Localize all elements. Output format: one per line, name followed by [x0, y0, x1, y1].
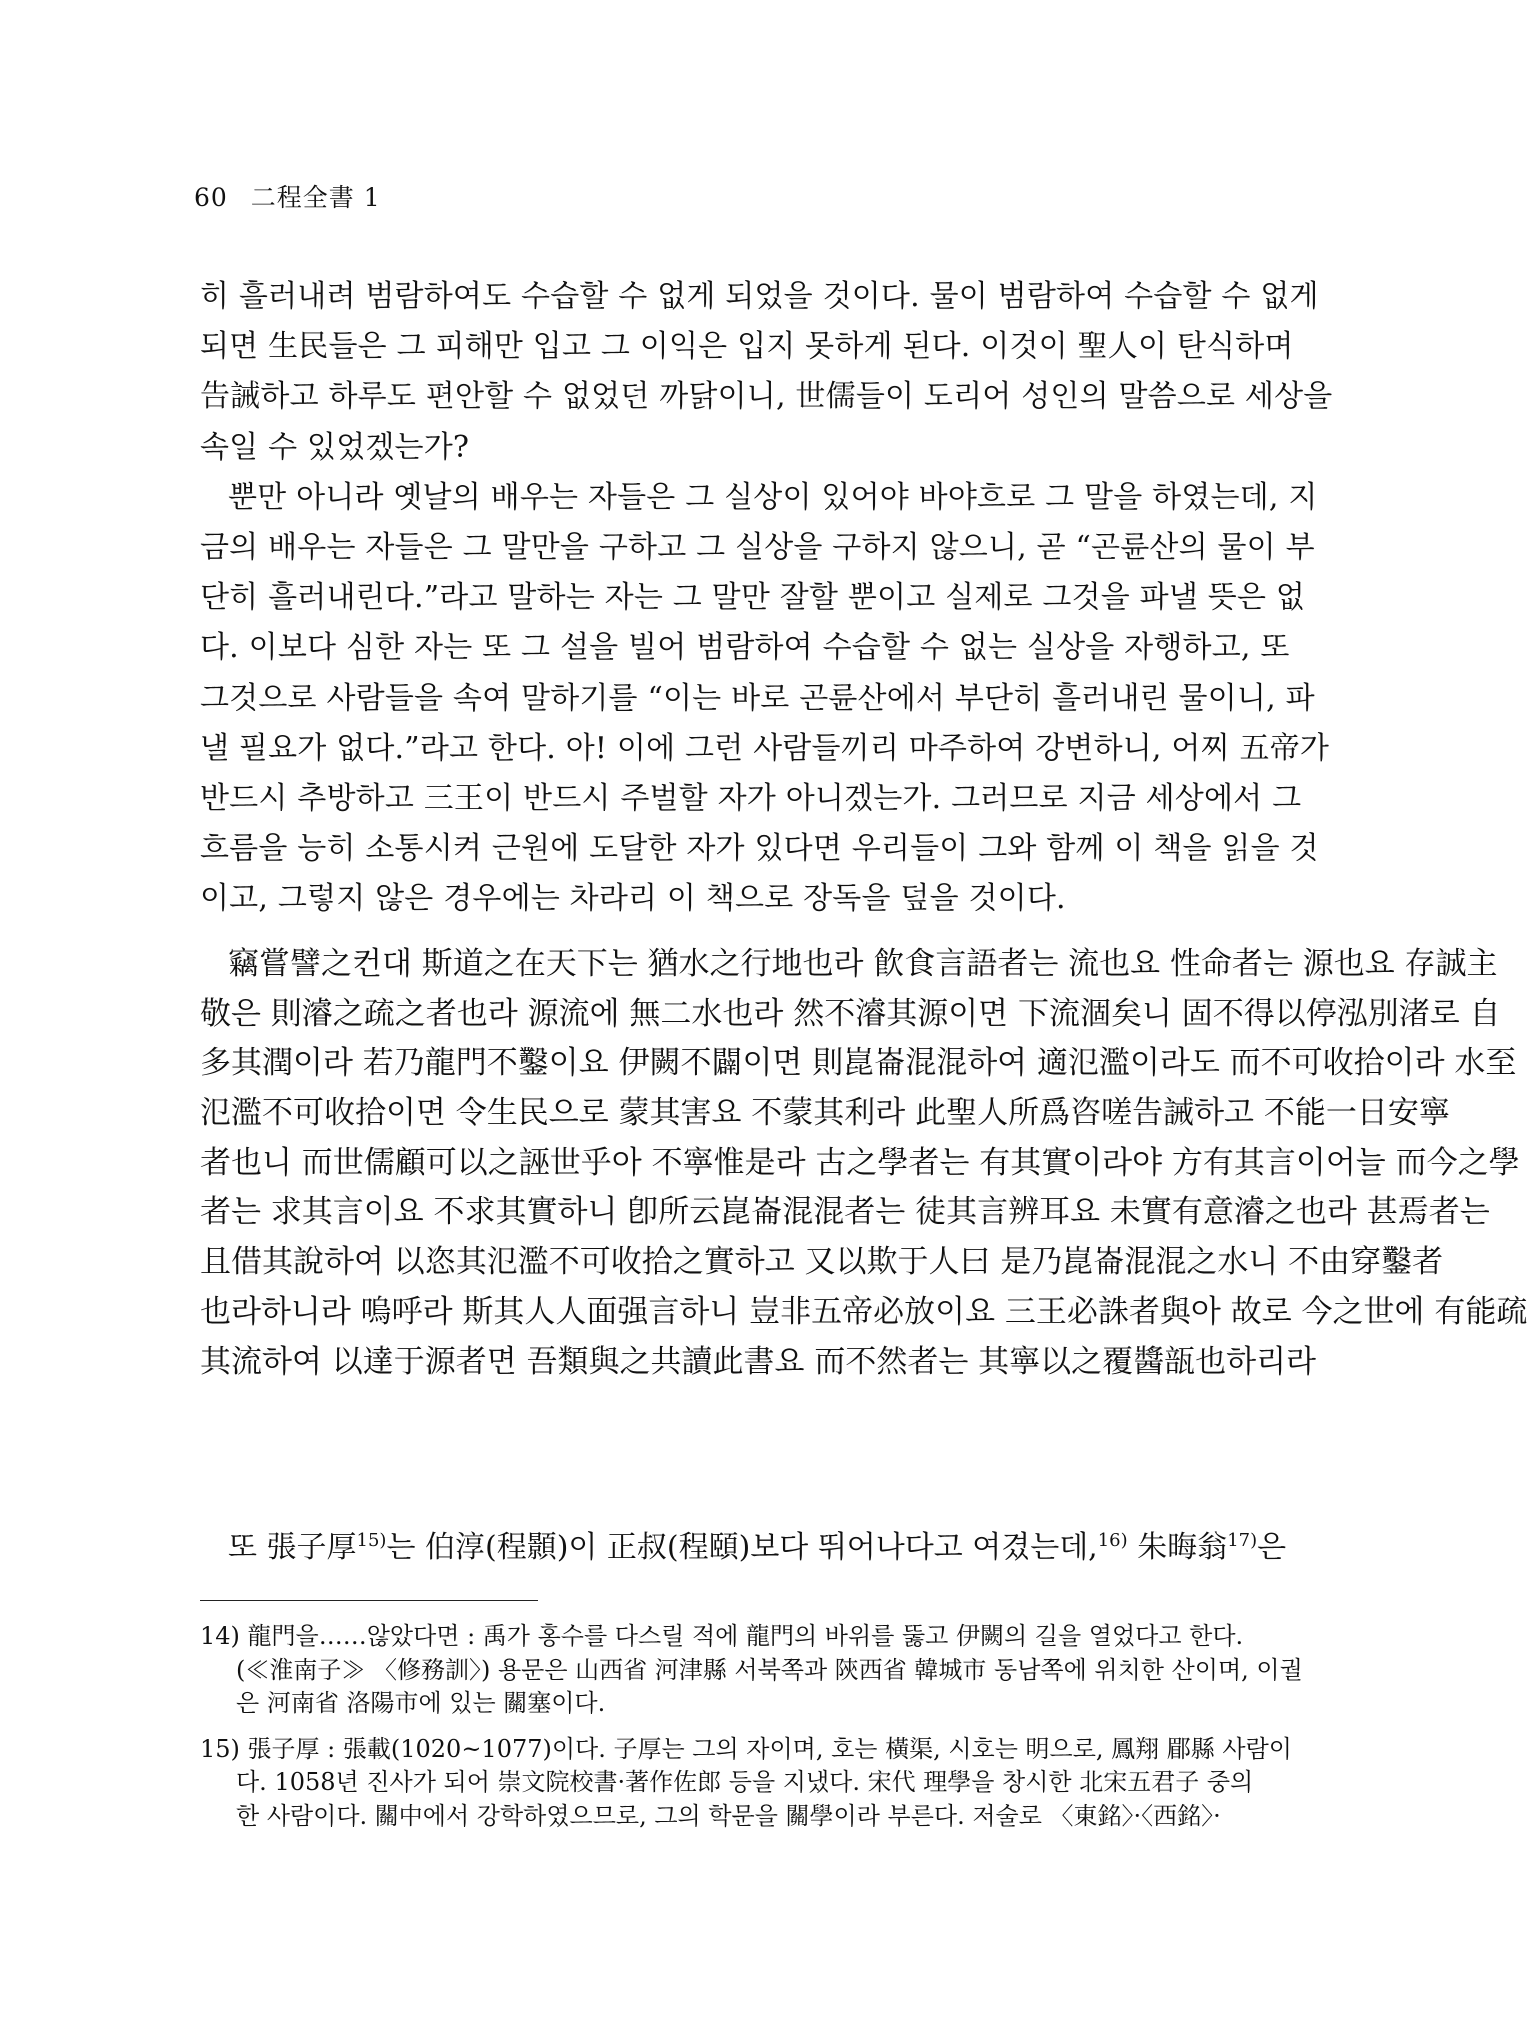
text-line: 其流하여 以達于源者면 吾類與之共讀此書요 而不然者는 其寧以之覆醬瓿也하리라	[200, 1343, 1316, 1380]
footnote-marker[interactable]: 17)	[1227, 1530, 1258, 1552]
running-head	[194, 178, 381, 214]
footnote-line: 은 河南省 洛陽市에 있는 關塞이다.	[236, 1689, 606, 1718]
footnote-line: 15) 張子厚 : 張載(1020~1077)이다. 子厚는 그의 자이며, 호는 橫渠, 시호는 明으로, 鳳翔 郿縣 사람이	[200, 1734, 1292, 1763]
footnote-line: 다. 1058년 진사가 되어 崇文院校書·著作佐郎 등을 지냈다. 宋代 理學을 창시한 北宋五君子 중의	[236, 1768, 1254, 1797]
text-line: 이고, 그렇지 않은 경우에는 차라리 이 책으로 장독을 덮을 것이다.	[200, 881, 1066, 917]
text-line: 뿐만 아니라 옛날의 배우는 자들은 그 실상이 있어야 바야흐로 그 말을 하였는데, 지	[228, 479, 1318, 515]
text-line	[200, 1523, 1288, 1572]
text-line: 竊嘗譬之컨대 斯道之在天下는 猶水之行地也라 飮食言語者는 流也요 性命者는 源也요 存誠主	[228, 946, 1498, 982]
text-line: 多其潤이라 若乃龍門不鑿이요 伊闕不闢이면 則崑崙混混하여 適氾濫이라도 而不可收拾이라 水至	[200, 1045, 1517, 1082]
next-section-lead	[200, 1523, 1288, 1572]
footnote-line: 한 사람이다. 關中에서 강학하였으므로, 그의 학문을 關學이라 부른다. 저술로 〈東銘〉·〈西銘〉·	[236, 1801, 1221, 1830]
text-line: 且借其說하여 以恣其氾濫不可收拾之實하고 又以欺于人曰 是乃崑崙混混之水니 不由穿鑿者	[200, 1244, 1444, 1281]
text-line: 낼 필요가 없다.”라고 한다. 아! 이에 그런 사람들끼리 마주하여 강변하니, 어찌 五帝가	[200, 730, 1330, 766]
text-line: 히 흘러내려 범람하여도 수습할 수 없게 되었을 것이다. 물이 범람하여 수습할 수 없게	[200, 279, 1319, 314]
text-line: 되면 生民들은 그 피해만 입고 그 이익은 입지 못하게 된다. 이것이 聖人이 탄식하며	[200, 329, 1294, 365]
footnotes	[200, 1620, 1303, 1846]
text-line: 속일 수 있었겠는가?	[200, 429, 470, 465]
lead-text: 朱晦翁	[1127, 1530, 1228, 1565]
footnote-line: (≪淮南子≫ 〈修務訓〉) 용문은 山西省 河津縣 서북쪽과 陝西省 韓城市 동남쪽에 위치한 산이며, 이궐	[236, 1655, 1303, 1684]
text-line: 告誡하고 하루도 편안할 수 없었던 까닭이니, 世儒들이 도리어 성인의 말씀으로 세상을	[200, 379, 1333, 415]
lead-text: 또 張子厚	[228, 1530, 357, 1565]
text-line: 다. 이보다 심한 자는 또 그 설을 빌어 범람하여 수습할 수 없는 실상을 자행하고, 또	[200, 630, 1290, 666]
text-line: 也라하니라 嗚呼라 斯其人人面强言하니 豈非五帝必放이요 三王必誅者與아 故로 今之世에 有能疏	[200, 1293, 1527, 1330]
text-line: 반드시 추방하고 三王이 반드시 주벌할 자가 아니겠는가. 그러므로 지금 세상에서 그	[200, 780, 1302, 816]
lead-text: 는 伯淳(程顥)이 正叔(程頤)보다 뛰어나다고 여겼는데,	[386, 1530, 1098, 1565]
text-line: 氾濫不可收拾이면 令生民으로 蒙其害요 不蒙其利라 此聖人所爲咨嗟告誡하고 不能一日安寧	[200, 1095, 1450, 1132]
text-line: 者也니 而世儒顧可以之誣世乎아 不寧惟是라 古之學者는 有其實이라야 方有其言이어늘 而今之學	[200, 1144, 1520, 1181]
text-line: 단히 흘러내린다.”라고 말하는 자는 그 말만 잘할 뿐이고 실제로 그것을 파낼 뜻은 없	[200, 580, 1306, 616]
page-number: 60	[194, 183, 228, 212]
text-line: 그것으로 사람들을 속여 말하기를 “이는 바로 곤륜산에서 부단히 흘러내린 물이니, 파	[200, 680, 1315, 716]
text-line: 敬은 則濬之疏之者也라 源流에 無二水也라 然不濬其源이면 下流涸矣니 固不得以停泓別渚로 自	[200, 995, 1501, 1032]
classical-chinese-original	[200, 940, 1527, 1387]
text-line: 금의 배우는 자들은 그 말만을 구하고 그 실상을 구하지 않으니, 곧 “곤륜산의 물이 부	[200, 529, 1315, 565]
footnote-14	[200, 1620, 1303, 1721]
footnote-marker[interactable]: 15)	[356, 1530, 387, 1552]
book-title: 二程全書 1	[250, 183, 381, 212]
footnote-marker[interactable]: 16)	[1097, 1530, 1128, 1552]
footnote-15	[200, 1733, 1300, 1834]
text-line: 흐름을 능히 소통시켜 근원에 도달한 자가 있다면 우리들이 그와 함께 이 책을 읽을 것	[200, 831, 1319, 867]
korean-translation	[200, 272, 1333, 924]
footnote-divider	[200, 1600, 538, 1601]
footnote-line: 14) 龍門을……않았다면 : 禹가 홍수를 다스릴 적에 龍門의 바위를 뚫고 伊闕의 길을 열었다고 한다.	[200, 1622, 1244, 1650]
lead-text: 은	[1257, 1530, 1287, 1565]
text-line: 者는 求其言이요 不求其實하니 卽所云崑崙混混者는 徒其言辨耳요 未實有意濬之也라 甚焉者는	[200, 1194, 1490, 1231]
